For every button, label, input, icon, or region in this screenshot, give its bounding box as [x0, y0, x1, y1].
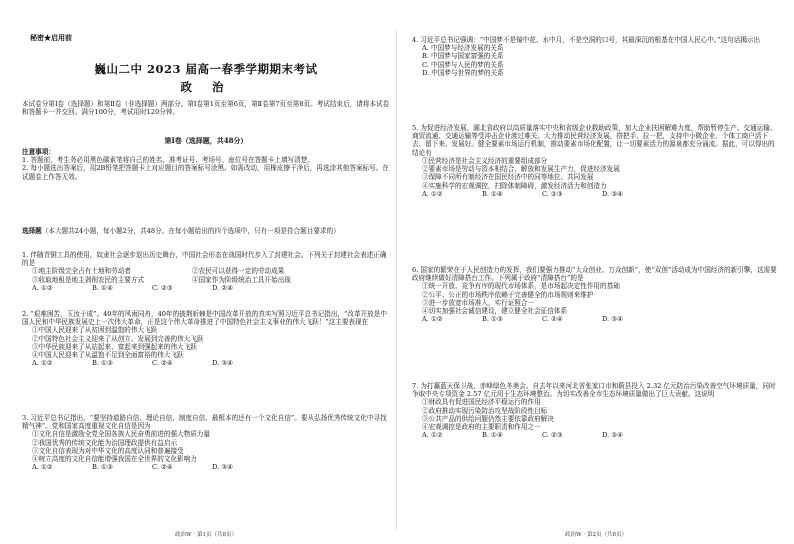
exam-title: 巍山二中 2023 届高一春季学期期末考试 [94, 62, 318, 76]
option: ③公共产品的供给问题仍然主要依靠政府解决 [422, 414, 554, 423]
option: ④国家作为阶级统治工具开始出现 [192, 275, 291, 284]
choice-heading [22, 227, 390, 235]
question-options [22, 267, 390, 283]
page-right [412, 0, 780, 544]
choice-b: B. ①④ [482, 189, 503, 198]
question-stem: 4. 习近平总书记强调：“中国梦不是镜中花、水中月，不是空洞的口号，其最深沉的根基在中国人民心中。”这句话揭示出 [412, 36, 761, 44]
question-stem: 1. 伴随青铜工具的使用，奴隶社会逐步退出历史舞台，中国社会形态在战国时代步入了封建社会。下列关于封建社会表述正确的是 [22, 251, 387, 268]
option: ④宏观调控是政府的主要职责和作用之一 [422, 423, 541, 432]
question-2 [22, 310, 390, 368]
option: ③文化自信表现为对中华文化的高度认同和普遍接受 [32, 446, 184, 455]
question-1 [22, 251, 390, 292]
choice-a: A. ①② [422, 315, 443, 324]
question-5 [412, 124, 780, 198]
question-3 [22, 414, 390, 472]
question-7 [412, 382, 780, 440]
question-4 [412, 36, 780, 77]
answer-choices [412, 431, 780, 439]
notes-heading: 注意事项： [22, 148, 55, 156]
option: ①统一开放、竞争有序的现代市场体系，是市场起决定性作用的基础 [422, 282, 620, 291]
choice-d: D. ②④ [212, 283, 234, 292]
choice-c: C. ②③ [152, 283, 173, 292]
option: ④树立高度的文化自信能增强我国在全世界的文化影响力 [32, 455, 197, 464]
answer-choices [412, 315, 780, 323]
option: B. 中国梦与国家富强的关系 [422, 52, 504, 61]
choice-b: B. ①③ [482, 315, 503, 324]
section-title: 第Ⅰ卷（选择题，共48分） [164, 136, 248, 145]
option: ②农民可以获得一定的劳动成果 [192, 267, 285, 276]
question-stem: 5. 为促进经济发展，湖北省政府以高质量落实中央和省级企业救助政策，加大企业扶困解难力度，帮助暂停生产、交通运输、商贸流通、交通运输等受冲击企业渡过难关。大力推动民营经济发展，搭把手、拉一把，支持中小微企业、个体工商户活下去、留下来、发展好。健全要素市场运行机制，推动要素市场化配置，让一切要素活力的源泉都充分涌流。据此，可以得出的结论有 [412, 124, 777, 157]
choice-c: C. ②④ [152, 359, 173, 368]
choice-c: C. ②④ [542, 315, 563, 324]
option: ①地主阶级完全占有土地和劳动者 [32, 267, 131, 276]
choice-b: B. ①④ [482, 431, 503, 440]
option: ②政府推动实现污染防治攻坚战阶段性目标 [422, 406, 548, 415]
option: ①文化自信是激励全党全国各族人民奋勇前进的强大物质力量 [32, 430, 211, 439]
choice-description: （本大题共24小题，每小题2分，共48分。在每小题给出的四个选项中，只有一项是符合题目要求的） [41, 227, 340, 235]
option: D. 中国梦与世界的梦的关系 [422, 68, 504, 77]
choice-c: C. ②④ [152, 463, 173, 472]
choice-c: C. ②③ [542, 189, 563, 198]
choice-d: D. ③④ [602, 431, 624, 440]
exam-instructions: 本试卷分第Ⅰ卷（选择题）和第Ⅱ卷（非选择题）两部分。第Ⅰ卷第1页至第6页，第Ⅱ卷第7页至第8页。考试结束后，请将本试卷和答题卡一并交回。满分100分，考试用时120分钟。 [22, 100, 390, 117]
choice-d: D. ③④ [602, 315, 624, 324]
choice-d: D. ③④ [212, 463, 234, 472]
choice-b: B. ①③ [92, 359, 113, 368]
option: ④中国人民迎来了从温饱不足到全面富裕的伟大飞跃 [32, 351, 184, 360]
option: A. 中国梦与经济发展的关系 [422, 44, 504, 53]
choice-label: 选择题 [22, 227, 42, 235]
answer-choices [22, 359, 390, 367]
subject-title: 政 治 [180, 80, 232, 94]
page-footer: 政治W · 第2页（共8页） [565, 532, 627, 538]
choice-a: A. ①② [422, 189, 443, 198]
option: ②中国特色社会主义迎来了从创立、发展到完善的伟大飞跃 [32, 334, 204, 343]
option: ②要素市场是劳动与资本相结合、解放和发展生产力，促进经济发展 [422, 165, 620, 174]
option: ②我国优秀的传统文化能为治国理政提供有益启示 [32, 438, 178, 447]
choice-c: C. ②③ [542, 431, 563, 440]
option: ②公平、公正的市场秩序依赖于完善健全的市场规则来维护 [422, 290, 594, 299]
notes-block [22, 148, 390, 181]
option: ①财政具有促进国民经济平稳运行的作用 [422, 398, 541, 407]
option: C. 中国梦与人民的梦的关系 [422, 60, 504, 69]
confidential-label: 秘密★启用前 [30, 33, 72, 42]
note-item: 1. 答题前，考生务必用黑色碳素笔将自己的姓名、准考证号、考场号、座位号在答题卡上填写清楚。 [22, 156, 314, 165]
choice-b: B. ①③ [92, 463, 113, 472]
note-item: 2. 每小题选出答案后，用2B铅笔把答题卡上对应题目的答案标号涂黑。如需改动，用橡皮擦干净后，再选涂其他答案标号。在试题卷上作答无效。 [22, 164, 389, 181]
option: ①民营经济是社会主义经济的重要组成部分 [422, 156, 548, 165]
option: ③收取地租是地主剥削农民的主要方式 [32, 275, 145, 284]
question-stem: 7. 为打赢蓝天保卫战，赤峰绿色冬奥会。自去年以来河北省张家口市和蔚县投入 2.32 亿元防治污染改善空气环境质量，同时争取中央专项资金 2.57 亿元用于生态环境整治。为切实改善全市生态环境质量做出了巨大贡献。这说明 [412, 382, 776, 399]
option: ③中华民族迎来了从站起来、富起来到强起来的伟大飞跃 [32, 342, 197, 351]
answer-choices [22, 284, 390, 292]
option: ③进一步放宽市场准入，实行证照合一 [422, 298, 535, 307]
question-stem: 6. 国家的繁荣在于人民创造力的发挥，我们要强力推动“大众创业、万众创新”，使“双创”活动成为中国经济的新引擎，这需要政府继续做好清障搭台工作。下列属于政府“清障搭台”的是 [412, 266, 777, 283]
choice-a: A. ①② [32, 463, 53, 472]
option: ③保障不同所有制经济在国民经济中的同等地位、共同发展 [422, 173, 594, 182]
option: ①中国人民迎来了从贫困到温饱的伟大飞跃 [32, 326, 158, 335]
choice-b: B. ①④ [92, 283, 113, 292]
question-6 [412, 266, 780, 324]
choice-d: D. ③④ [212, 359, 234, 368]
answer-choices [22, 463, 390, 471]
question-stem: 3. 习近平总书记指出，“要坚持道路自信、理论自信、制度自信、最根本的还有一个文化自信”。要从弘扬优秀传统文化中寻找精气神”。党和国家高度重视文化自信是因为 [22, 414, 387, 431]
answer-choices [412, 190, 780, 198]
option: ④切实加强社会诚信建设，建立健全社会征信体系 [422, 307, 568, 316]
choice-a: A. ①② [32, 359, 53, 368]
choice-d: D. ③④ [602, 189, 624, 198]
choice-a: A. ①② [32, 283, 53, 292]
choice-a: A. ①② [422, 431, 443, 440]
page-divider [396, 30, 397, 530]
page-left [22, 0, 390, 544]
page-footer: 政治W · 第1页（共8页） [175, 532, 237, 538]
option: ④实施科学的宏观调控，扫除体制障碍，激发经济活力和创造力 [422, 181, 607, 190]
question-stem: 2. “艰难困苦，玉汝于成”。40年的风雨同舟，40年的披荆斩棘是中国改革开放的真实写照习近平总书记指出，“改革开放是中国人民和中华民族发展史上一次伟大革命，正是这个伟大革命推进了中国特色社会主义事业的伟大飞跃！”这主要表现在 [22, 310, 387, 327]
